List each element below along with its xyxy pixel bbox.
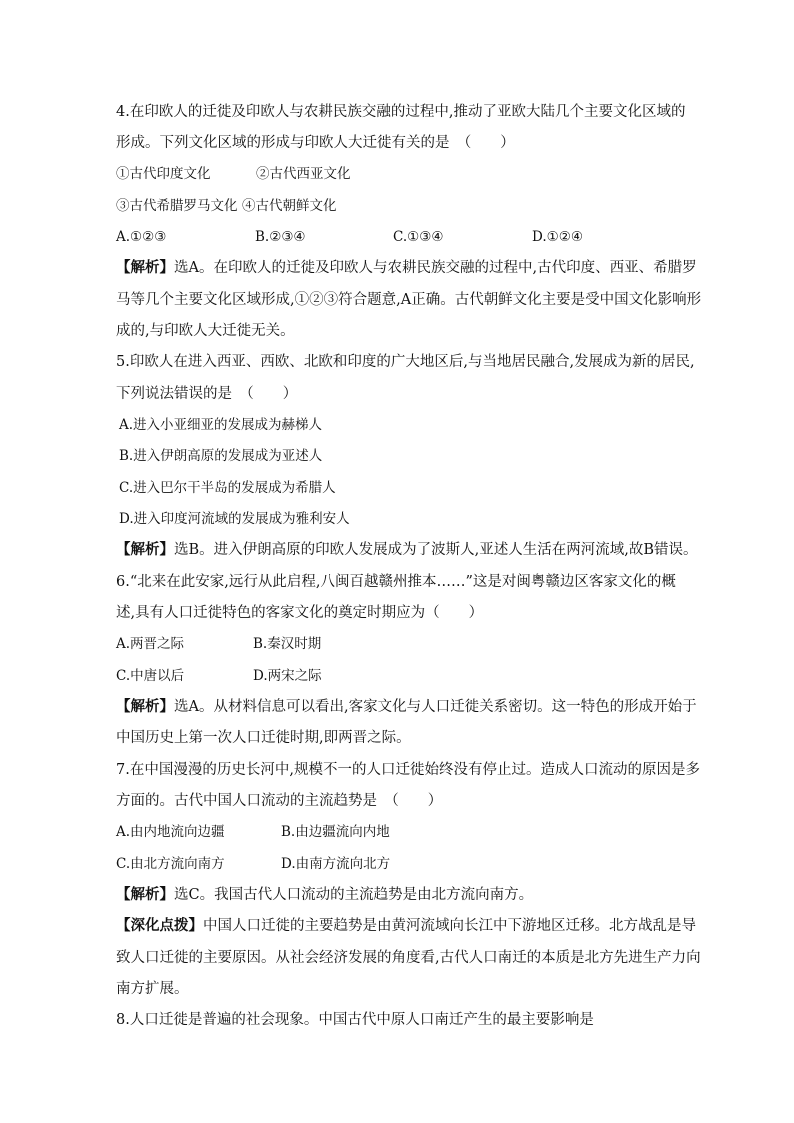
q4-analysis-line1 (116, 258, 697, 278)
q7-deep-line1 (116, 916, 696, 936)
q5-option-a: A.进入小亚细亚的发展成为赫梯人 (119, 417, 323, 433)
analysis-text: 选A。从材料信息可以看出,客家文化与人口迁徙关系密切。这一特色的形成开始于 (174, 699, 697, 715)
q6-option-c: C.中唐以后 (116, 668, 185, 684)
q4-analysis-line3: 成的,与印欧人大迁徙无关。 (116, 323, 295, 339)
q7-stem-line2: 方面的。古代中国人口流动的主流趋势是 （ ） (116, 793, 443, 809)
analysis-text: 选C。我国古代人口流动的主流趋势是由北方流向南方。 (174, 887, 534, 903)
q6-stem-line1: 6.“北来在此安家,远行从此启程,八闽百越赣州推本……”这是对闽粤赣边区客家文化的概 (116, 574, 676, 590)
q7-stem-line1: 7.在中国漫漫的历史长河中,规模不一的人口迁徙始终没有停止过。造成人口流动的原因是多 (116, 762, 700, 778)
q4-option-a: A.①②③ (116, 229, 167, 245)
q7-analysis-line1 (116, 885, 533, 905)
q7-option-b: B.由边疆流向内地 (281, 824, 390, 840)
q5-stem-line2: 下列说法错误的是 （ ） (116, 386, 298, 402)
q4-item1: ①古代印度文化 (116, 166, 211, 182)
q4-option-c: C.①③④ (393, 229, 444, 245)
q8-stem-line1: 8.人口迁徙是普遍的社会现象。中国古代中原人口南迁产生的最主要影响是 (116, 1012, 594, 1028)
q7-option-a: A.由内地流向边疆 (116, 824, 225, 840)
q7-option-c: C.由北方流向南方 (116, 856, 225, 872)
q6-stem-line2: 述,具有人口迁徙特色的客家文化的奠定时期应为（ ） (116, 605, 484, 621)
analysis-text: 选A。在印欧人的迁徙及印欧人与农耕民族交融的过程中,古代印度、西亚、希腊罗 (174, 260, 697, 276)
q4-item4: ④古代朝鲜文化 (242, 198, 337, 214)
analysis-tag: 【解析】 (116, 886, 174, 903)
q4-stem-line1: 4.在印欧人的迁徙及印欧人与农耕民族交融的过程中,推动了亚欧大陆几个主要文化区域的 (116, 104, 686, 120)
q6-option-a: A.两晋之际 (116, 636, 185, 652)
deep-tag: 【深化点拨】 (116, 917, 203, 934)
q5-analysis-line1 (116, 540, 698, 560)
q7-deep-line2: 致人口迁徙的主要原因。从社会经济发展的角度看,古代人口南迁的本质是北方先进生产力向 (116, 950, 701, 966)
q5-stem-line1: 5.印欧人在进入西亚、西欧、北欧和印度的广大地区后,与当地居民融合,发展成为新的居民, (116, 354, 695, 370)
q5-option-b: B.进入伊朗高原的发展成为亚述人 (119, 448, 323, 464)
q7-option-d: D.由南方流向北方 (281, 856, 391, 872)
analysis-tag: 【解析】 (116, 541, 174, 558)
q4-item2: ②古代西亚文化 (256, 166, 351, 182)
deep-text: 中国人口迁徙的主要趋势是由黄河流域向长江中下游地区迁移。北方战乱是导 (203, 918, 696, 934)
q6-option-b: B.秦汉时期 (253, 636, 322, 652)
analysis-tag: 【解析】 (116, 259, 174, 276)
analysis-tag: 【解析】 (116, 698, 174, 715)
q6-analysis-line1 (116, 697, 697, 717)
q4-analysis-line2: 马等几个主要文化区域形成,①②③符合题意,A正确。古代朝鲜文化主要是受中国文化影响形 (116, 292, 702, 308)
q5-option-c: C.进入巴尔干半岛的发展成为希腊人 (119, 480, 336, 496)
q4-item3: ③古代希腊罗马文化 (116, 198, 238, 214)
analysis-text: 选B。进入伊朗高原的印欧人发展成为了波斯人,亚述人生活在两河流域,故B错误。 (174, 542, 698, 558)
q4-stem-line2: 形成。下列文化区域的形成与印欧人大迁徙有关的是 （ ） (116, 135, 515, 151)
q7-deep-line3: 南方扩展。 (116, 981, 189, 997)
q4-option-b: B.②③④ (255, 229, 306, 245)
q6-option-d: D.两宋之际 (253, 668, 322, 684)
q5-option-d: D.进入印度河流域的发展成为雅利安人 (119, 511, 350, 527)
q4-option-d: D.①②④ (532, 229, 583, 245)
q6-analysis-line2: 中国历史上第一次人口迁徙时期,即两晋之际。 (116, 730, 411, 746)
